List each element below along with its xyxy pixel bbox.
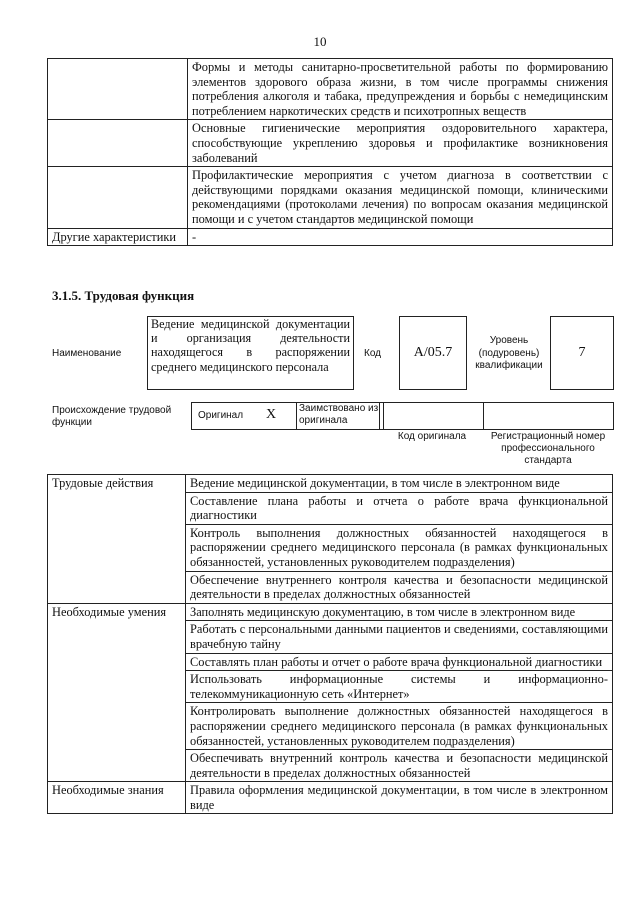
- group-label: Необходимые умения: [48, 603, 186, 782]
- borrowed-cell: Заимствовано из оригинала: [296, 402, 384, 430]
- row-text: -: [188, 228, 613, 246]
- code-original-cell: [379, 402, 484, 430]
- list-item: Обеспечивать внутренний контроль качества и безопасности медицинской деятельности в пределах должностных обязанностей: [186, 750, 613, 782]
- original-mark: X: [266, 407, 277, 422]
- reg-number-cell: [483, 402, 614, 430]
- origin-label: Происхождение трудовой функции: [52, 405, 172, 428]
- reg-number-label: Регистрационный номер профессионального стандарта: [490, 431, 606, 466]
- level-label: Уровень (подуровень) квалификации: [475, 335, 543, 371]
- list-item: Правила оформления медицинской документации, в том числе в электронном виде: [186, 782, 613, 814]
- code-label: Код: [364, 348, 382, 359]
- row-label: [48, 59, 188, 120]
- code-value: A/05.7: [399, 316, 467, 390]
- table-row: [48, 228, 613, 246]
- original-label: Оригинал: [198, 410, 244, 421]
- code-original-label: Код оригинала: [397, 431, 467, 442]
- list-item: Обеспечение внутреннего контроля качества и безопасности медицинской деятельности в пределах должностных обязанностей: [186, 571, 613, 603]
- row-label: [48, 120, 188, 167]
- table-row: [48, 475, 613, 493]
- row-label: [48, 167, 188, 228]
- row-text: Формы и методы санитарно-просветительной работы по формированию элементов здорового образа жизни, в том числе программы снижения потребления алкоголя и табака, предупреждения и борьбы с немедицинским потреблением наркотических средств и психотропных веществ: [188, 59, 613, 120]
- group-label: Трудовые действия: [48, 475, 186, 604]
- table-row: [48, 59, 613, 120]
- list-item: Контролировать выполнение должностных обязанностей находящегося в распоряжении среднего медицинского персонала (в рамках функциональных обязанностей, установленных руководителем подразделения): [186, 703, 613, 750]
- row-text: Основные гигиенические мероприятия оздоровительного характера, способствующие укреплению здоровья и профилактике возникновения заболеваний: [188, 120, 613, 167]
- function-name: Ведение медицинской документации и организация деятельности находящегося в распоряжении среднего медицинского персонала: [147, 316, 354, 390]
- name-label: Наименование: [52, 348, 122, 359]
- list-item: Заполнять медицинскую документацию, в том числе в электронном виде: [186, 603, 613, 621]
- table-row: [48, 603, 613, 621]
- page-number: 10: [313, 34, 327, 49]
- table-row: [48, 167, 613, 228]
- row-label: Другие характеристики: [48, 228, 188, 246]
- top-table: [47, 58, 613, 246]
- main-table: [47, 474, 613, 814]
- list-item: Составление плана работы и отчета о работе врача функциональной диагностики: [186, 492, 613, 524]
- level-value: 7: [550, 316, 614, 390]
- table-row: [48, 782, 613, 814]
- row-text: Профилактические мероприятия с учетом диагноза в соответствии с действующими порядками оказания медицинской помощи, клиническими рекомендациями (протоколами лечения) по вопросам оказания медицинской помощи и с учетом стандартов медицинской помощи: [188, 167, 613, 228]
- table-row: [48, 120, 613, 167]
- list-item: Ведение медицинской документации, в том числе в электронном виде: [186, 475, 613, 493]
- original-cell: [191, 402, 297, 430]
- list-item: Работать с персональными данными пациентов и сведениями, составляющими врачебную тайну: [186, 621, 613, 653]
- list-item: Контроль выполнения должностных обязанностей находящегося в распоряжении среднего медицинского персонала (в рамках функциональных обязанностей, установленных руководителем подразделения): [186, 524, 613, 571]
- list-item: Использовать информационные системы и информационно-телекоммуникационную сеть «Интернет»: [186, 671, 613, 703]
- group-label: Необходимые знания: [48, 782, 186, 814]
- section-title: 3.1.5. Трудовая функция: [52, 288, 195, 303]
- list-item: Составлять план работы и отчет о работе врача функциональной диагностики: [186, 653, 613, 671]
